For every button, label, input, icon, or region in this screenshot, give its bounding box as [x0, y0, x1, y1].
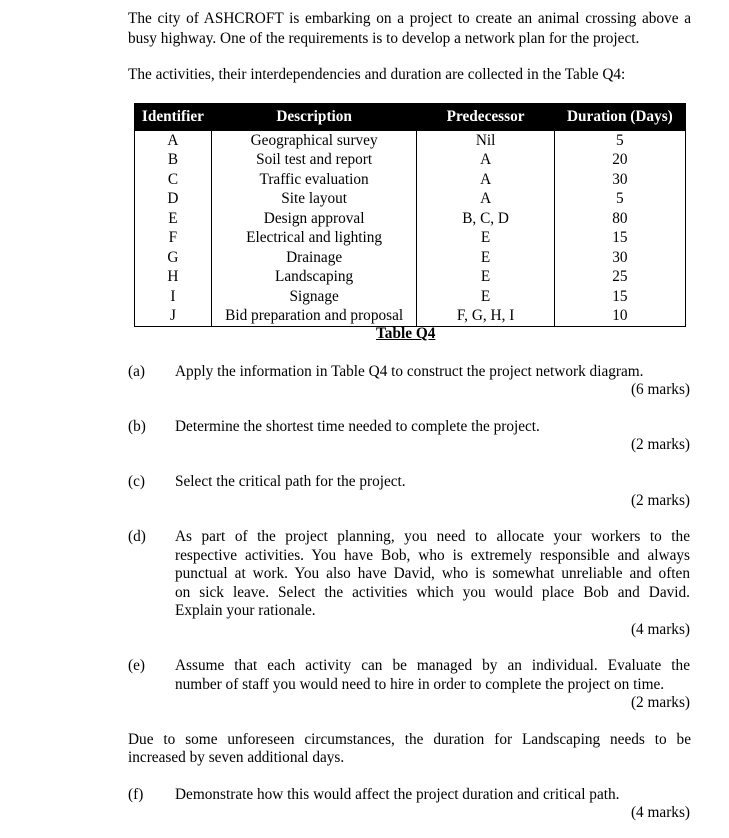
header-identifier: Identifier: [135, 104, 212, 131]
table-row: [135, 209, 686, 229]
cell-duration: 25: [554, 268, 685, 288]
question-e-line-1: Assume that each activity can be managed by an individual. Evaluate the: [175, 657, 690, 674]
cell-duration: 30: [554, 170, 685, 190]
cell-identifier: E: [135, 209, 212, 229]
question-b-label: (b): [128, 418, 146, 435]
cell-predecessor: A: [417, 170, 554, 190]
cell-predecessor: E: [417, 287, 554, 307]
cell-identifier: I: [135, 287, 212, 307]
intro-line-1: The city of ASHCROFT is embarking on a project to create an animal crossing above a: [128, 10, 691, 27]
question-d-line-2: respective activities. You have Bob, who is extremely responsible and always: [175, 547, 690, 564]
question-d-line-1: As part of the project planning, you need to allocate your workers to the: [175, 528, 690, 545]
table-row: [135, 190, 686, 210]
table-row: [135, 151, 686, 171]
cell-identifier: C: [135, 170, 212, 190]
intro-line-3: The activities, their interdependencies and duration are collected in the Table Q4:: [128, 66, 626, 83]
question-e-line-2: number of staff you would need to hire in order to complete the project on time.: [175, 676, 665, 693]
cell-description: Drainage: [211, 248, 417, 268]
cell-duration: 15: [554, 287, 685, 307]
question-d-line-3: punctual at work. You also have David, who is somewhat unreliable and often: [175, 565, 690, 582]
question-c-marks: (2 marks): [630, 492, 690, 509]
cell-predecessor: E: [417, 229, 554, 249]
cell-duration: 20: [554, 151, 685, 171]
question-c-text: Select the critical path for the project.: [175, 473, 406, 490]
table-row: [135, 170, 686, 190]
question-f-text: Demonstrate how this would affect the project duration and critical path.: [175, 786, 620, 803]
question-f-marks: (4 marks): [630, 804, 690, 821]
cell-duration: 5: [554, 131, 685, 151]
question-c-label: (c): [128, 473, 145, 490]
cell-description: Site layout: [211, 190, 417, 210]
cell-predecessor: A: [417, 151, 554, 171]
header-duration: Duration (Days): [554, 104, 685, 131]
cell-predecessor: B, C, D: [417, 209, 554, 229]
cell-predecessor: F, G, H, I: [417, 307, 554, 327]
table-row: [135, 229, 686, 249]
cell-description: Soil test and report: [211, 151, 417, 171]
question-a-text: Apply the information in Table Q4 to construct the project network diagram.: [175, 363, 644, 380]
table-row: [135, 287, 686, 307]
cell-duration: 15: [554, 229, 685, 249]
cell-identifier: J: [135, 307, 212, 327]
cell-description: Design approval: [211, 209, 417, 229]
cell-duration: 5: [554, 190, 685, 210]
question-d-line-5: Explain your rationale.: [175, 602, 316, 619]
intro-line-2: busy highway. One of the requirements is to develop a network plan for the project.: [128, 30, 640, 47]
cell-description: Bid preparation and proposal: [211, 307, 417, 327]
header-description: Description: [211, 104, 417, 131]
activity-table: [134, 103, 686, 327]
table-row: [135, 248, 686, 268]
question-e-marks: (2 marks): [630, 694, 690, 711]
cell-predecessor: E: [417, 268, 554, 288]
cell-identifier: A: [135, 131, 212, 151]
question-f-label: (f): [128, 786, 144, 803]
circumstance-line-1: Due to some unforeseen circumstances, the duration for Landscaping needs to be: [128, 731, 691, 748]
cell-description: Geographical survey: [211, 131, 417, 151]
question-d-label: (d): [128, 528, 146, 545]
cell-duration: 10: [554, 307, 685, 327]
cell-identifier: G: [135, 248, 212, 268]
question-d-marks: (4 marks): [630, 621, 690, 638]
table-caption: Table Q4: [376, 325, 436, 342]
question-e-label: (e): [128, 657, 145, 674]
question-b-marks: (2 marks): [630, 436, 690, 453]
question-a-marks: (6 marks): [630, 381, 690, 398]
question-a-label: (a): [128, 363, 145, 380]
cell-predecessor: E: [417, 248, 554, 268]
cell-identifier: B: [135, 151, 212, 171]
cell-duration: 30: [554, 248, 685, 268]
table-header-row: [135, 104, 686, 131]
cell-description: Landscaping: [211, 268, 417, 288]
table-row: [135, 131, 686, 151]
cell-description: Traffic evaluation: [211, 170, 417, 190]
cell-predecessor: Nil: [417, 131, 554, 151]
header-predecessor: Predecessor: [417, 104, 554, 131]
cell-identifier: H: [135, 268, 212, 288]
question-d-line-4: on sick leave. Select the activities which you would place Bob and David.: [175, 584, 690, 601]
table-row: [135, 268, 686, 288]
cell-description: Electrical and lighting: [211, 229, 417, 249]
cell-duration: 80: [554, 209, 685, 229]
cell-description: Signage: [211, 287, 417, 307]
cell-identifier: F: [135, 229, 212, 249]
circumstance-line-2: increased by seven additional days.: [128, 749, 345, 766]
cell-predecessor: A: [417, 190, 554, 210]
cell-identifier: D: [135, 190, 212, 210]
question-b-text: Determine the shortest time needed to complete the project.: [175, 418, 540, 435]
